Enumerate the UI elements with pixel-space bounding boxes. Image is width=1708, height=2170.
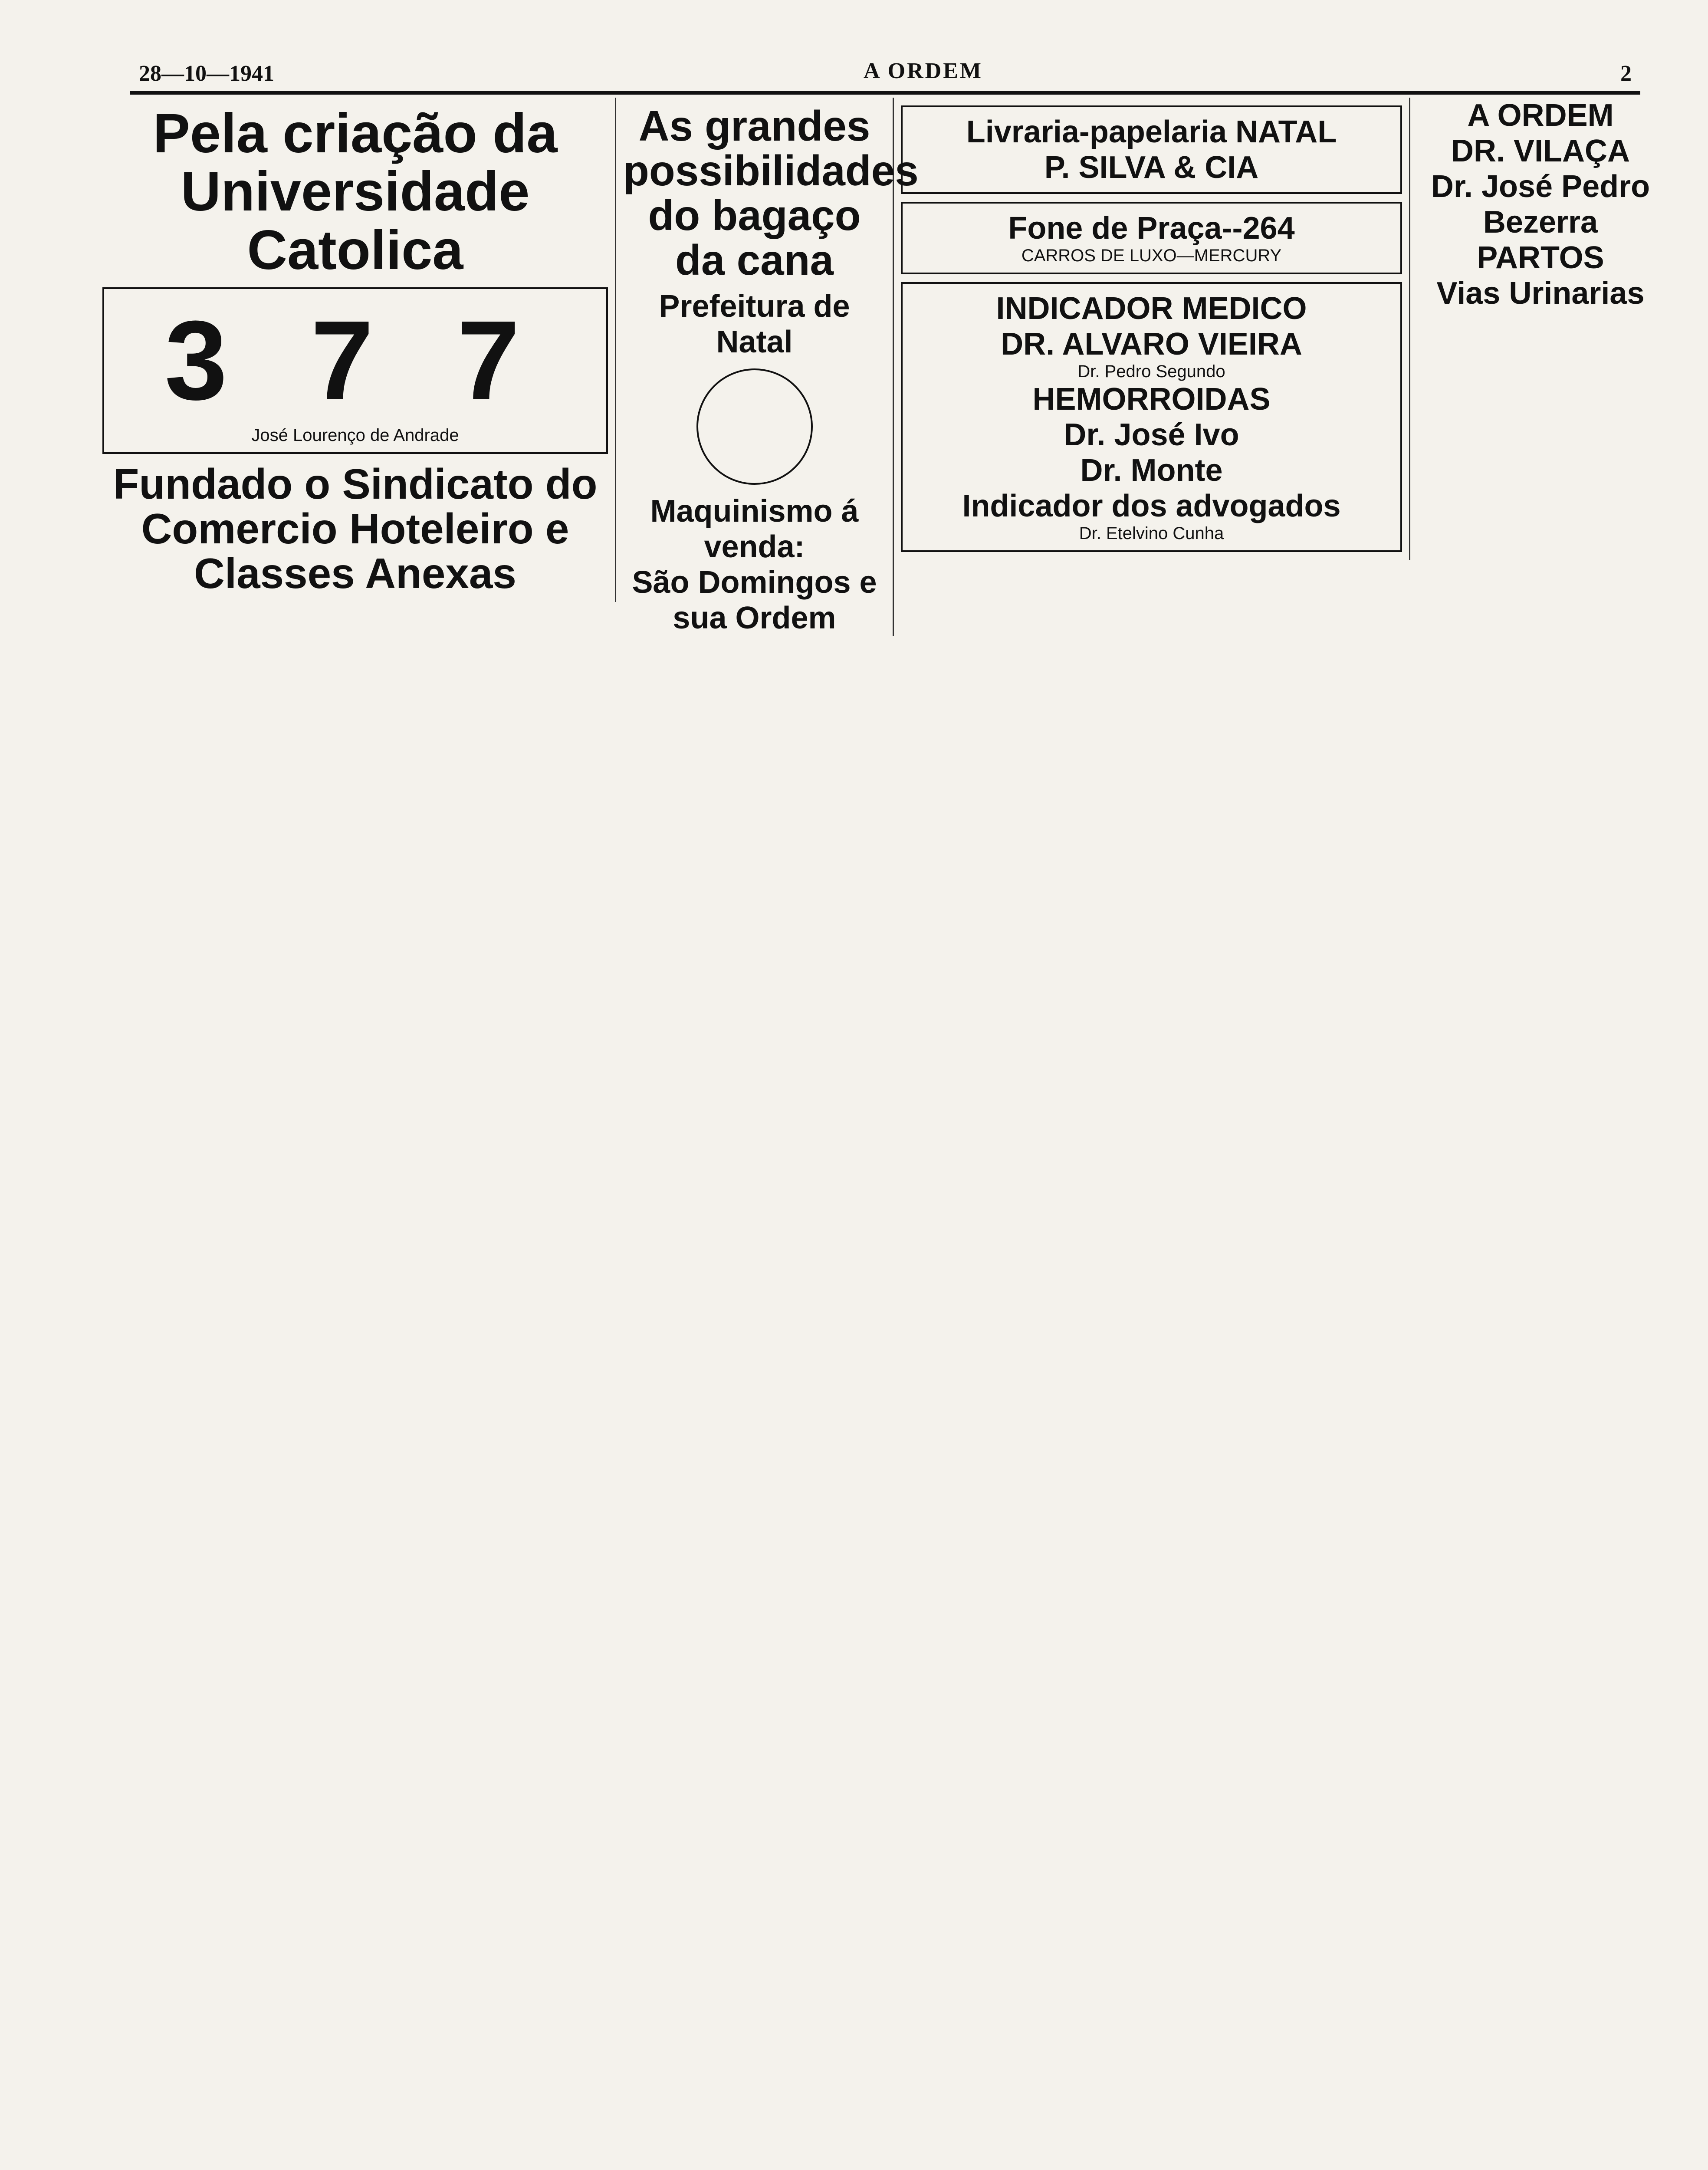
indicador-title: INDICADOR MEDICO [996, 291, 1307, 326]
segundo-name: Dr. Pedro Segundo [1077, 362, 1225, 381]
fone-title: Fone de Praça--264 [1008, 211, 1295, 246]
header-date: 28—10—1941 [139, 61, 274, 86]
fone-praca-ad [901, 202, 1402, 274]
phone-ad-footer: José Lourenço de Andrade [251, 426, 459, 445]
prefeitura-title: Prefeitura de Natal [659, 289, 850, 359]
jose-ivo-name: Dr. José Ivo [1064, 418, 1239, 452]
hemorroidas-title: HEMORROIDAS [1032, 382, 1271, 417]
partos-title: PARTOS [1477, 240, 1604, 275]
vieira-name: DR. ALVARO VIEIRA [1001, 327, 1302, 362]
phone-number: 3 7 7 [164, 298, 546, 424]
indicador-advogados: Indicador dos advogados [962, 489, 1341, 523]
column-2 [616, 98, 919, 636]
indicador-medico [901, 282, 1402, 552]
column-3 [894, 98, 1410, 560]
header-paper-name: A ORDEM [864, 59, 983, 83]
silva-name: P. SILVA & CIA [1044, 150, 1259, 185]
vias-title: Vias Urinarias [1436, 276, 1645, 311]
headline-universidade: Pela criação da Universidade Catolica [153, 102, 558, 281]
monte-name: Dr. Monte [1080, 453, 1223, 488]
ordem-title: A ORDEM [1467, 98, 1614, 133]
header-page-number: 2 [1620, 61, 1632, 86]
page-header [130, 52, 1640, 95]
headline-bagaco: As grandes possibilidades do bagaço da cana [623, 102, 919, 284]
cunha-name: Dr. Etelvino Cunha [1079, 524, 1224, 543]
coat-of-arms-icon [696, 368, 813, 485]
column-1 [95, 98, 616, 602]
column-4 [1410, 98, 1671, 311]
vilaca-name: DR. VILAÇA [1451, 134, 1630, 168]
sao-domingos-title: São Domingos e sua Ordem [632, 565, 877, 635]
jose-pedro-name: Dr. José Pedro Bezerra [1431, 169, 1650, 240]
livraria-ad [901, 105, 1402, 194]
phone-ad [102, 287, 608, 454]
carros-line: CARROS DE LUXO—MERCURY [1021, 246, 1282, 265]
headline-sindicato: Fundado o Sindicato do Comercio Hoteleiro e Classes Anexas [113, 460, 598, 597]
livraria-title: Livraria-papelaria NATAL [966, 115, 1337, 149]
maquinismo-title: Maquinismo á venda: [650, 493, 859, 564]
